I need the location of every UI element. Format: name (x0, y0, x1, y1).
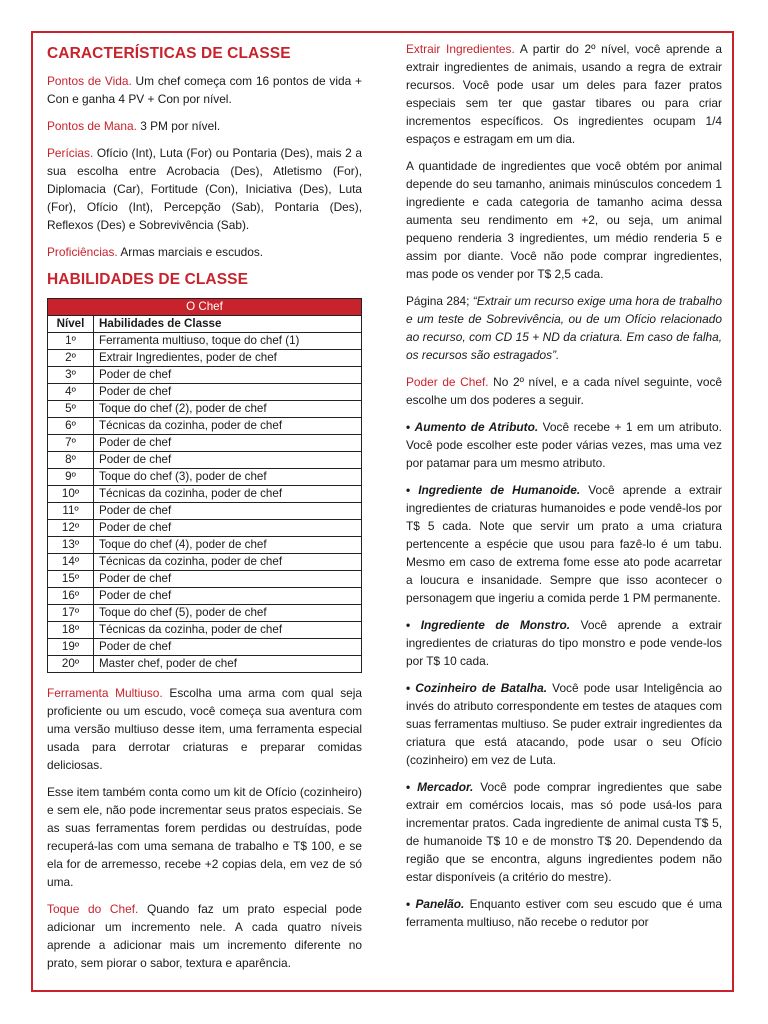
power-name: Ingrediente de Monstro. (420, 618, 571, 632)
table-cell-ability: Ferramenta multiuso, toque do chef (1) (94, 333, 362, 350)
power-description: Você pode comprar ingredientes que sabe extrair em comércios locais, mas só pode usá-los para incrementar pratos. Cada ingrediente de animal custa T$ 5, de humanoide T$ 10 e de monstro T$ 20. Dependendo da região que se encontra, alguns ingredientes podem não estar disponíveis (a critério do mestre). (406, 780, 722, 884)
para-multitool: Ferramenta Multiuso. Escolha uma arma com qual seja proficiente ou um escudo, você começa sua aventura com uma versão multiuso desse item, uma ferramenta especial usada para derrotar criaturas e preparar comidas deliciosas. (47, 686, 363, 772)
label-chef-power: Poder de Chef. (406, 375, 489, 389)
table-row (48, 418, 362, 435)
table-cell-ability: Poder de chef (94, 520, 362, 537)
table-cell-level: 9º (48, 469, 94, 486)
power-item (406, 418, 722, 472)
power-name: Mercador. (417, 780, 474, 794)
table-cell-level: 2º (48, 350, 94, 367)
table-row (48, 537, 362, 554)
table-cell-level: 20º (48, 656, 94, 673)
label-mana-points: Pontos de Mana. (47, 119, 137, 133)
para-hit-points: Pontos de Vida. Um chef começa com 16 pontos de vida + Con e ganha 4 PV + Con por nível. (47, 74, 362, 106)
table-row (48, 622, 362, 639)
table-row (48, 350, 362, 367)
para-multitool-2: Esse item também conta como um kit de Ofício (cozinheiro) e sem ele, não pode incrementar seus pratos especiais. Se as suas ferramentas forem perdidas ou destruídas, pode recuperá-las com uma semana de trabalho e T$ 100, e se ela for de arremesso, recebe +2 copias dela, em vez de só uma. (47, 785, 362, 889)
table-title: O Chef (48, 299, 362, 316)
label-multitool: Ferramenta Multiuso. (47, 686, 163, 700)
bullet-mark: • (406, 897, 411, 911)
table-cell-level: 4º (48, 384, 94, 401)
table-row (48, 452, 362, 469)
power-description: Enquanto estiver com seu escudo que é uma ferramenta multiuso, não recebe o redutor por (406, 897, 722, 929)
table-cell-ability: Toque do chef (3), poder de chef (94, 469, 362, 486)
table-row (48, 435, 362, 452)
table-cell-level: 18º (48, 622, 94, 639)
power-description: Você aprende a extrair ingredientes de criaturas do tipo monstro e pode vende-los por T$ 10 cada. (406, 618, 722, 668)
power-name: Ingrediente de Humanoide. (418, 483, 581, 497)
power-item (406, 679, 722, 769)
table-row (48, 605, 362, 622)
power-item (406, 616, 722, 670)
para-extract-ingredients: Extrair Ingredientes. A partir do 2º nível, você aprende a extrair ingredientes de animais, usando a regra de extrair recursos. Você pode usar um deles para fazer pratos especiais sem ter que gastar tibares ou para criar incrementos específicos. Os ingredientes ocupam 1/4 espaços e estragam em um dia. (406, 42, 723, 146)
table-row (48, 503, 362, 520)
table-cell-ability: Poder de chef (94, 452, 362, 469)
table-row (48, 520, 362, 537)
label-extract-ingredients: Extrair Ingredientes. (406, 42, 515, 56)
table-cell-level: 14º (48, 554, 94, 571)
table-cell-ability: Poder de chef (94, 435, 362, 452)
table-row (48, 486, 362, 503)
para-page-reference: Página 284; “Extrair um recurso exige uma hora de trabalho e um teste de Sobrevivência, ou de um Ofício relacionado ao recurso, com CD 15 + ND da criatura. Em caso de falha, os recursos são estragados”. (406, 294, 722, 362)
table-cell-ability: Toque do chef (4), poder de chef (94, 537, 362, 554)
para-chef-power: Poder de Chef. No 2º nível, e a cada nível seguinte, você escolhe um dos poderes a seguir. (406, 375, 723, 407)
label-skills: Perícias. (47, 146, 94, 160)
table-cell-ability: Poder de chef (94, 588, 362, 605)
table-cell-level: 5º (48, 401, 94, 418)
table-cell-ability: Técnicas da cozinha, poder de chef (94, 554, 362, 571)
table-row (48, 554, 362, 571)
bullet-mark: • (406, 780, 411, 794)
table-row (48, 469, 362, 486)
power-item (406, 895, 722, 931)
column-header-level: Nível (48, 316, 94, 333)
table-row (48, 367, 362, 384)
label-proficiencies: Proficiências. (47, 245, 118, 259)
table-cell-level: 10º (48, 486, 94, 503)
table-cell-ability: Técnicas da cozinha, poder de chef (94, 418, 362, 435)
para-chef-touch: Toque do Chef. Quando faz um prato especial pode adicionar um incremento nele. A cada quatro níveis aprende a adicionar mais um incremento diferente no prato, sem piorar o sabor, textura e aparência. (47, 902, 362, 970)
table-cell-ability: Poder de chef (94, 571, 362, 588)
table-cell-ability: Técnicas da cozinha, poder de chef (94, 486, 362, 503)
label-chef-touch: Toque do Chef. (47, 902, 139, 916)
table-cell-ability: Master chef, poder de chef (94, 656, 362, 673)
table-cell-level: 3º (48, 367, 94, 384)
table-cell-ability: Poder de chef (94, 384, 362, 401)
table-cell-ability: Técnicas da cozinha, poder de chef (94, 622, 362, 639)
left-column (47, 40, 362, 981)
table-cell-level: 13º (48, 537, 94, 554)
table-row (48, 656, 362, 673)
heading-class-features: CARACTERÍSTICAS DE CLASSE (47, 45, 291, 62)
table-cell-level: 15º (48, 571, 94, 588)
table-row (48, 571, 362, 588)
heading-class-abilities: HABILIDADES DE CLASSE (47, 271, 249, 288)
bullet-mark: • (406, 681, 411, 695)
para-skills: Perícias. Ofício (Int), Luta (For) ou Pontaria (Des), mais 2 a sua escolha entre Acrobacia (Des), Atletismo (For), Diplomacia (Car), Fortitude (Con), Iniciativa (Des), Luta (For), Ofício (Int), Percepção (Sab), Pontaria (Des), Reflexos (Des) e Sobrevivência (Sab). (47, 146, 362, 232)
bullet-mark: • (406, 618, 411, 632)
table-cell-level: 7º (48, 435, 94, 452)
table-cell-level: 17º (48, 605, 94, 622)
para-proficiencies: Proficiências. Armas marciais e escudos. (47, 245, 264, 259)
table-cell-level: 8º (48, 452, 94, 469)
table-cell-level: 19º (48, 639, 94, 656)
table-cell-ability: Toque do chef (2), poder de chef (94, 401, 362, 418)
para-mana-points: Pontos de Mana. 3 PM por nível. (47, 119, 221, 133)
label-hit-points: Pontos de Vida. (47, 74, 132, 88)
bullet-mark: • (406, 420, 411, 434)
table-cell-ability: Poder de chef (94, 367, 362, 384)
page-quote: “Extrair um recurso exige uma hora de trabalho e um teste de Sobrevivência, ou de um Ofício relacionado ao recurso, com CD 15 + ND da criatura. Em caso de falha, os recursos são estragados”. (406, 294, 722, 362)
chef-power-list (406, 418, 722, 931)
table-cell-ability: Extrair Ingredientes, poder de chef (94, 350, 362, 367)
power-name: Cozinheiro de Batalha. (415, 681, 548, 695)
power-name: Panelão. (415, 897, 465, 911)
bullet-mark: • (406, 483, 411, 497)
table-cell-ability: Poder de chef (94, 503, 362, 520)
power-item (406, 481, 722, 607)
table-cell-level: 6º (48, 418, 94, 435)
table-cell-level: 12º (48, 520, 94, 537)
right-column (406, 40, 722, 940)
power-description: Você aprende a extrair ingredientes de criaturas humanoides e pode vendê-los por T$ 5 cada. Note que servir um prato a uma criatura pertencente a espécie que usou para fazê-lo é um tabu. Mesmo em caso de extrema fome esse ato pode acarretar a loucura e insanidade. Sempre que isso acontecer o personagem que ingeriu a comida perde 1 PM permanente. (406, 483, 722, 605)
column-header-abilities: Habilidades de Classe (94, 316, 362, 333)
power-name: Aumento de Atributo. (414, 420, 539, 434)
power-item (406, 778, 722, 886)
table-row (48, 401, 362, 418)
table-cell-level: 11º (48, 503, 94, 520)
table-row (48, 333, 362, 350)
para-ingredient-quantity: A quantidade de ingredientes que você obtém por animal depende do seu tamanho, animais minúsculos concedem 1 ingrediente e cada categoria de tamanho acima dessa aumenta seu rendimento em +2, ou seja, um animal pequeno renderia 3 ingredientes, um médio renderia 5 e assim por diante. Você não pode comprar ingredientes, mas pode os vender por T$ 2,5 cada. (406, 159, 722, 281)
table-cell-ability: Toque do chef (5), poder de chef (94, 605, 362, 622)
table-cell-ability: Poder de chef (94, 639, 362, 656)
table-row (48, 384, 362, 401)
table-row (48, 639, 362, 656)
power-description: Você pode usar Inteligência ao invés do atributo correspondente em testes de ataques com suas ferramentas multiuso. Se puder extrair ingredientes da criatura que está atacando, pode usar o seu Ofício (cozinheiro) em vez de Luta. (406, 681, 722, 767)
table-cell-level: 1º (48, 333, 94, 350)
power-description: Você recebe + 1 em um atributo. Você pode escolher este poder várias vezes, mas uma vez por patamar para um mesmo atributo. (406, 420, 722, 470)
table-cell-level: 16º (48, 588, 94, 605)
table-row (48, 588, 362, 605)
chef-progression-table (47, 298, 362, 673)
